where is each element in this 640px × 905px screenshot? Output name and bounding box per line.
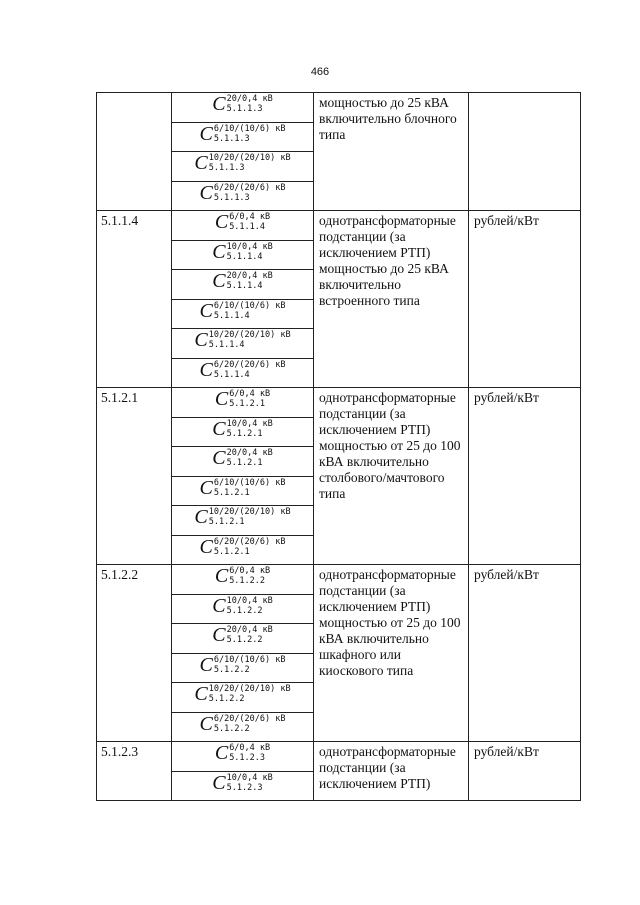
rate-voltage-superscript: 10/20/(20/10) кВ xyxy=(208,684,291,694)
rate-formula xyxy=(194,330,290,350)
row-description: однотрансформаторные подстанции (за исключением РТП) мощностью до 25 кВА включительно встроенного типа xyxy=(314,211,469,388)
rate-symbol-cell xyxy=(172,240,314,270)
rate-scripts xyxy=(214,301,286,321)
rate-code-subscript: 5.1.2.3 xyxy=(226,782,263,793)
rate-scripts xyxy=(229,389,270,409)
rate-code-subscript: 5.1.2.1 xyxy=(213,546,250,557)
rate-scripts xyxy=(227,625,273,645)
rate-symbol-cell xyxy=(172,476,314,506)
rate-formula xyxy=(212,596,272,616)
rate-voltage-superscript: 10/0,4 кВ xyxy=(226,772,273,783)
row-code: 5.1.1.4 xyxy=(97,211,172,388)
rate-scripts xyxy=(214,478,286,498)
rate-voltage-superscript: 6/0,4 кВ xyxy=(229,212,271,222)
rate-code-subscript: 5.1.2.1 xyxy=(229,399,266,409)
rate-formula xyxy=(194,684,290,704)
rate-voltage-superscript: 20/0,4 кВ xyxy=(226,625,273,635)
rate-symbol-cell xyxy=(172,181,314,211)
rate-symbol-cell xyxy=(172,683,314,713)
rate-voltage-superscript: 10/20/(20/10) кВ xyxy=(208,330,291,340)
row-code: 5.1.2.1 xyxy=(97,388,172,565)
rate-scripts xyxy=(229,212,270,232)
rate-formula xyxy=(200,478,286,498)
rate-code-subscript: 5.1.1.4 xyxy=(213,310,250,321)
rate-formula xyxy=(200,655,286,675)
rate-formula xyxy=(194,153,290,173)
rate-symbol-cell xyxy=(172,329,314,359)
row-code: 5.1.2.2 xyxy=(97,565,172,742)
rate-scripts xyxy=(214,183,286,203)
rate-voltage-superscript: 6/20/(20/6) кВ xyxy=(213,182,286,193)
row-description: мощностью до 25 кВА включительно блочного типа xyxy=(314,93,469,211)
rate-symbol-cell xyxy=(172,624,314,654)
rate-symbol-cell xyxy=(172,152,314,182)
rate-symbol-cell xyxy=(172,712,314,742)
row-code: 5.1.2.3 xyxy=(97,742,172,801)
rate-code-subscript: 5.1.2.2 xyxy=(229,576,266,586)
rate-scripts xyxy=(209,507,291,527)
rate-formula xyxy=(194,507,290,527)
rate-scripts xyxy=(227,596,273,616)
rate-symbol: C xyxy=(212,93,226,115)
rate-voltage-superscript: 6/10/(10/6) кВ xyxy=(213,654,286,665)
rate-scripts xyxy=(214,360,286,380)
rate-scripts xyxy=(209,330,291,350)
rate-voltage-superscript: 6/0,4 кВ xyxy=(229,743,271,753)
rate-voltage-superscript: 10/0,4 кВ xyxy=(226,595,273,606)
rate-code-subscript: 5.1.1.4 xyxy=(213,369,250,380)
rate-voltage-superscript: 20/0,4 кВ xyxy=(226,448,273,458)
rate-symbol-cell xyxy=(172,211,314,241)
row-unit: рублей/кВт xyxy=(469,742,581,801)
rate-voltage-superscript: 10/20/(20/10) кВ xyxy=(208,507,291,517)
rate-symbol: C xyxy=(214,742,229,764)
rate-symbol: C xyxy=(194,329,208,351)
rate-formula xyxy=(212,773,272,793)
table-row xyxy=(97,211,581,241)
rate-formula xyxy=(215,566,270,586)
rate-code-subscript: 5.1.2.1 xyxy=(208,517,245,527)
rate-voltage-superscript: 20/0,4 кВ xyxy=(226,94,273,104)
rate-code-subscript: 5.1.1.3 xyxy=(213,192,250,203)
rate-symbol: C xyxy=(199,712,213,735)
rate-symbol-cell xyxy=(172,270,314,300)
rate-symbol: C xyxy=(194,506,208,528)
rate-scripts xyxy=(227,94,273,114)
rate-symbol: C xyxy=(199,653,213,676)
rate-code-subscript: 5.1.2.2 xyxy=(213,664,250,675)
rate-code-subscript: 5.1.1.4 xyxy=(208,340,245,350)
rate-formula xyxy=(212,625,272,645)
rate-symbol-cell xyxy=(172,447,314,477)
rate-code-subscript: 5.1.2.2 xyxy=(213,723,250,734)
rate-voltage-superscript: 6/20/(20/6) кВ xyxy=(213,536,286,547)
rate-symbol-cell xyxy=(172,535,314,565)
row-unit: рублей/кВт xyxy=(469,565,581,742)
rate-voltage-superscript: 6/0,4 кВ xyxy=(229,566,271,576)
rate-scripts xyxy=(214,124,286,144)
rate-code-subscript: 5.1.2.1 xyxy=(226,458,263,468)
rate-formula xyxy=(215,212,270,232)
rate-voltage-superscript: 10/20/(20/10) кВ xyxy=(208,153,291,163)
rate-formula xyxy=(200,714,286,734)
rate-formula xyxy=(200,360,286,380)
rate-symbol: C xyxy=(212,270,226,292)
rate-scripts xyxy=(229,743,270,763)
rate-code-subscript: 5.1.1.3 xyxy=(213,133,250,144)
rate-code-subscript: 5.1.2.1 xyxy=(213,487,250,498)
rate-symbol-cell xyxy=(172,417,314,447)
rate-symbol: C xyxy=(199,299,213,322)
rate-scripts xyxy=(227,419,273,439)
row-unit xyxy=(469,93,581,211)
row-unit: рублей/кВт xyxy=(469,211,581,388)
rate-code-subscript: 5.1.1.4 xyxy=(226,251,263,262)
rate-symbol-cell xyxy=(172,358,314,388)
rate-symbol: C xyxy=(212,417,226,440)
rate-voltage-superscript: 10/0,4 кВ xyxy=(226,418,273,429)
rate-formula xyxy=(215,389,270,409)
rate-voltage-superscript: 6/10/(10/6) кВ xyxy=(213,477,286,488)
rate-code-subscript: 5.1.2.2 xyxy=(226,605,263,616)
rate-symbol-cell xyxy=(172,388,314,418)
rate-code-subscript: 5.1.1.4 xyxy=(226,281,263,291)
page-number: 466 xyxy=(310,66,330,78)
rate-symbol-cell xyxy=(172,653,314,683)
rate-voltage-superscript: 6/10/(10/6) кВ xyxy=(213,300,286,311)
tariff-table xyxy=(96,92,581,801)
rate-symbol-cell xyxy=(172,122,314,152)
rate-formula xyxy=(212,271,272,291)
rate-code-subscript: 5.1.1.3 xyxy=(226,104,263,114)
rate-formula xyxy=(200,183,286,203)
table-row xyxy=(97,388,581,418)
rate-code-subscript: 5.1.2.1 xyxy=(226,428,263,439)
rate-formula xyxy=(212,419,272,439)
rate-symbol: C xyxy=(214,211,229,233)
rate-voltage-superscript: 10/0,4 кВ xyxy=(226,241,273,252)
rate-symbol: C xyxy=(212,240,226,263)
rate-voltage-superscript: 6/0,4 кВ xyxy=(229,389,271,399)
rate-symbol-cell xyxy=(172,506,314,536)
rate-scripts xyxy=(214,655,286,675)
rate-symbol: C xyxy=(199,476,213,499)
rate-symbol: C xyxy=(199,122,213,145)
rate-scripts xyxy=(209,153,291,173)
rate-symbol: C xyxy=(212,771,226,794)
rate-formula xyxy=(212,448,272,468)
rate-scripts xyxy=(214,714,286,734)
rate-scripts xyxy=(227,773,273,793)
row-description: однотрансформаторные подстанции (за исключением РТП) мощностью от 25 до 100 кВА включительно столбового/мачтового типа xyxy=(314,388,469,565)
rate-code-subscript: 5.1.1.4 xyxy=(229,222,266,232)
rate-symbol: C xyxy=(212,624,226,646)
rate-code-subscript: 5.1.2.2 xyxy=(208,694,245,704)
rate-scripts xyxy=(227,271,273,291)
rate-symbol: C xyxy=(214,565,229,587)
rate-symbol: C xyxy=(194,683,208,705)
rate-scripts xyxy=(227,242,273,262)
rate-symbol-cell xyxy=(172,565,314,595)
rate-formula xyxy=(200,301,286,321)
tariff-table-body xyxy=(97,93,581,801)
rate-voltage-superscript: 6/20/(20/6) кВ xyxy=(213,713,286,724)
rate-formula xyxy=(212,94,272,114)
rate-formula xyxy=(215,743,270,763)
rate-symbol: C xyxy=(214,388,229,410)
rate-voltage-superscript: 20/0,4 кВ xyxy=(226,271,273,281)
rate-symbol: C xyxy=(199,535,213,558)
rate-scripts xyxy=(229,566,270,586)
rate-formula xyxy=(200,124,286,144)
rate-symbol-cell xyxy=(172,299,314,329)
rate-scripts xyxy=(214,537,286,557)
rate-code-subscript: 5.1.1.3 xyxy=(208,163,245,173)
rate-symbol-cell xyxy=(172,594,314,624)
rate-formula xyxy=(200,537,286,557)
rate-code-subscript: 5.1.2.3 xyxy=(229,753,266,763)
row-code xyxy=(97,93,172,211)
rate-symbol: C xyxy=(194,152,208,174)
rate-symbol-cell xyxy=(172,771,314,801)
table-row xyxy=(97,93,581,123)
rate-symbol-cell xyxy=(172,93,314,123)
rate-symbol: C xyxy=(212,594,226,617)
rate-symbol: C xyxy=(199,358,213,381)
rate-symbol-cell xyxy=(172,742,314,772)
rate-code-subscript: 5.1.2.2 xyxy=(226,635,263,645)
rate-voltage-superscript: 6/20/(20/6) кВ xyxy=(213,359,286,370)
row-description: однотрансформаторные подстанции (за исключением РТП) xyxy=(314,742,469,801)
row-unit: рублей/кВт xyxy=(469,388,581,565)
rate-symbol: C xyxy=(212,447,226,469)
rate-voltage-superscript: 6/10/(10/6) кВ xyxy=(213,123,286,134)
row-description: однотрансформаторные подстанции (за исключением РТП) мощностью от 25 до 100 кВА включительно шкафного или киоскового типа xyxy=(314,565,469,742)
rate-scripts xyxy=(209,684,291,704)
table-row xyxy=(97,742,581,772)
rate-formula xyxy=(212,242,272,262)
rate-scripts xyxy=(227,448,273,468)
rate-symbol: C xyxy=(199,181,213,204)
table-row xyxy=(97,565,581,595)
